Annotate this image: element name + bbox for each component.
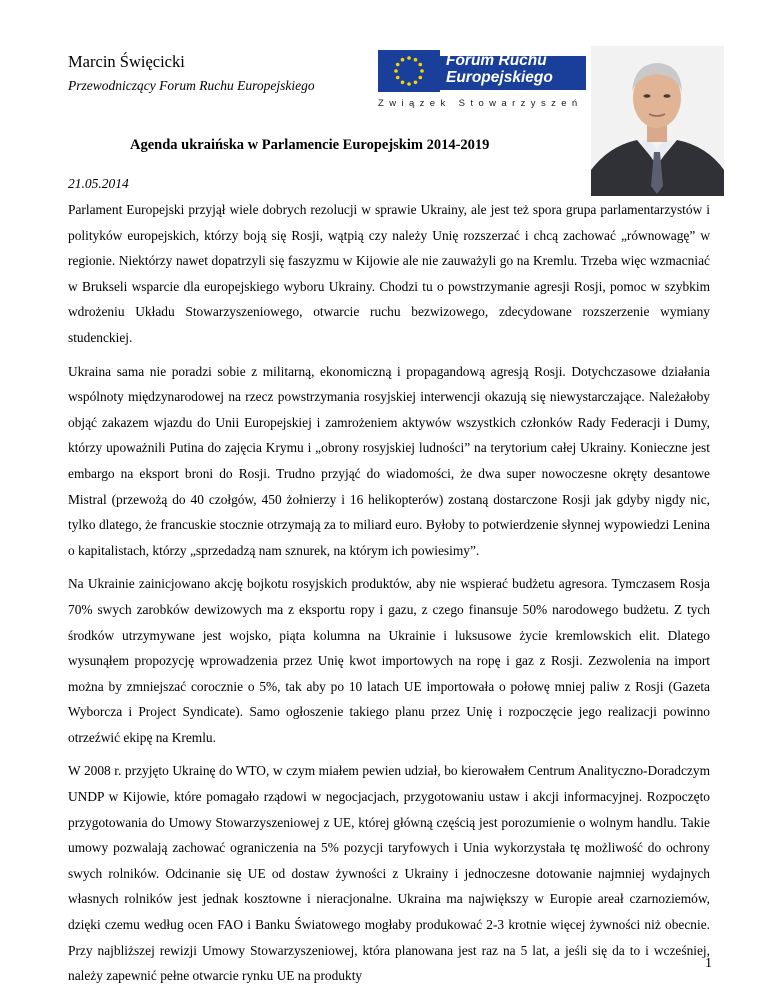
- document-title: Agenda ukraińska w Parlamencie Europejskim 2014-2019: [130, 137, 490, 153]
- page-number: 1: [705, 956, 712, 971]
- paragraph: Ukraina sama nie poradzi sobie z militarną, ekonomiczną i propagandową agresją Rosji. Dotychczasowe działania wspólnoty międzynarodowej na rzecz powstrzymania rosyjskiej interwencji okazują się niewystarczające. Należałoby objąć zakazem wjazdu do Unii Europejskiej i zamrożeniem aktywów wszystkich członków Rady Federacji i Dumy, którzy upoważnili Putina do zajęcia Krymu i „obrony rosyjskiej ludności” na terytorium całej Ukrainy. Konieczne jest embargo na eksport broni do Rosji. Trudno przyjąć do wiadomości, że dwa super nowoczesne okręty desantowe Mistral (przewożą do 40 czołgów, 450 żołnierzy i 16 helikopterów) zostaną dostarczone Rosji jak gdyby nigdy nic, tylko dlatego, że francuskie stocznie otrzymają za to miliard euro. Byłoby to potwierdzenie słynnej wypowiedzi Lenina o kapitalistach, którzy „sprzedadzą nam sznurek, na którym ich powiesimy”.: [68, 363, 710, 558]
- author-role: Przewodniczący Forum Ruchu Europejskiego: [68, 78, 315, 93]
- logo-title: Forum Ruchu Europejskiego: [446, 52, 553, 86]
- document-date: 21.05.2014: [68, 176, 129, 191]
- forum-logo: [378, 50, 584, 116]
- paragraph: W 2008 r. przyjęto Ukrainę do WTO, w czym miałem pewien udział, bo kierowałem Centrum Analityczno-Doradczym UNDP w Kijowie, które pomagało rządowi w negocjacjach, przygotowaniu ustaw i akcji informacyjnej. Rozpoczęto przygotowania do Umowy Stowarzyszeniowej z UE, której główną częścią jest porozumienie o wolnym handlu. Takie umowy pozwalają zachować ograniczenia na 5% pozycji taryfowych i Unia wykorzystała tę możliwość do ochrony swych rolników. Odcinanie się UE od dostaw żywności z Ukrainy i jednoczesne dotowanie najmniej wydajnych własnych rolników jest jednak kosztowne i nieracjonalne. Ukraina ma największy w Europie areał czarnoziemów, dzięki czemu według ocen FAO i Banku Światowego mogłaby produkować 2-3 krotnie więcej żywności niż obecnie. Przy najbliższej rewizji Umowy Stowarzyszeniowej, która planowana jest raz na 5 lat, a jeśli się da to i wcześniej, należy zapewnić pełne otwarcie rynku UE na produkty: [68, 763, 710, 984]
- author-photo: [591, 46, 724, 196]
- logo-subtitle: Związek Stowarzyszeń: [378, 98, 583, 109]
- author-name: Marcin Święcicki: [68, 52, 185, 71]
- article-body: [68, 197, 710, 997]
- eu-flag-icon: [378, 50, 440, 92]
- paragraph: Parlament Europejski przyjął wiele dobrych rezolucji w sprawie Ukrainy, ale jest też spora grupa parlamentarzystów i polityków europejskich, którzy boją się Rosji, wątpią czy należy Unię rozszerzać i chcą zachować „równowagę” w regionie. Niektórzy nawet dopatrzyli się faszyzmu w Kijowie ale nie zauważyli go na Kremlu. Trzeba więc wzmacniać w Brukseli wsparcie dla europejskiego wyboru Ukrainy. Chodzi tu o powstrzymanie agresji Rosji, pomoc w szybkim wdrożeniu Układu Stowarzyszeniowego, otwarcie ruchu bezwizowego, zdecydowane rozszerzenie wymiany studenckiej.: [68, 202, 710, 345]
- paragraph: Na Ukrainie zainicjowano akcję bojkotu rosyjskich produktów, aby nie wspierać budżetu agresora. Tymczasem Rosja 70% swych zarobków dewizowych ma z eksportu ropy i gazu, z czego finansuje 50% narodowego budżetu. Z tych środków utrzymywane jest wojsko, piąta kolumna na Ukrainie i luksusowe życie kremlowskich elit. Dlatego wysunąłem propozycję wprowadzenia przez Unię kwot importowych na ropę i gaz z Rosji. Zezwolenia na import można by zmniejszać corocznie o 5%, tak aby po 10 latach UE importowała o połowę mniej paliw z Rosji (Gazeta Wyborcza i Project Syndicate). Samo ogłoszenie takiego planu przez Unię i rozpoczęcie jego realizacji powinno otrzeźwić ekipę na Kremlu.: [68, 576, 710, 745]
